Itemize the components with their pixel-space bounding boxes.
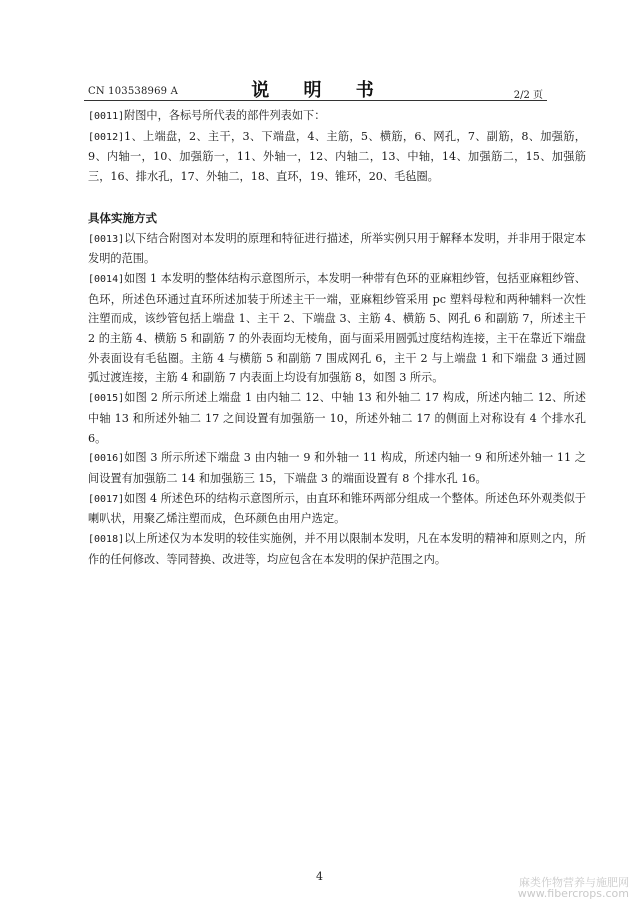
paragraph-0012	[88, 127, 586, 187]
page-number: 4	[316, 870, 323, 883]
paragraph-tag: [0013]	[88, 233, 125, 245]
paragraph-text: 1、上端盘，2、主干，3、下端盘，4、主筋，5、横筋，6、网孔，7、副筋，8、加强筋，9、内轴一，10、加强筋一，11、外轴一，12、内轴二，13、中轴，14、加强筋二，15、加强筋三，16、排水孔，17、外轴二，18、直环，19、锥环，20、毛毡圈。	[88, 129, 586, 184]
section-spacer	[88, 187, 586, 209]
patent-number: CN 103538969 A	[88, 86, 179, 97]
paragraph-text: 如图 4 所述色环的结构示意图所示，由直环和锥环两部分组成一个整体。所述色环外观类似于喇叭状，用聚乙烯注塑而成，色环颜色由用户选定。	[88, 491, 586, 526]
paragraph-tag: [0012]	[88, 131, 125, 143]
paragraph-tag: [0018]	[88, 534, 125, 546]
paragraph-tag: [0017]	[88, 493, 125, 505]
paragraph-tag: [0016]	[88, 453, 125, 465]
paragraph-0017	[88, 489, 586, 529]
paragraph-text: 以下结合附图对本发明的原理和特征进行描述，所举实例只用于解释本发明，并非用于限定本发明的范围。	[88, 231, 586, 266]
watermark-line-1: 麻类作物营养与施肥网	[519, 876, 629, 889]
document-body	[88, 106, 586, 569]
watermark-line-2: www.fibercrops.com	[517, 887, 629, 900]
paragraph-0014	[88, 269, 586, 388]
paragraph-tag: [0015]	[88, 393, 125, 405]
section-heading: 具体实施方式	[88, 210, 157, 225]
paragraph-text: 以上所述仅为本发明的较佳实施例，并不用以限制本发明，凡在本发明的精神和原则之内，所作的任何修改、等同替换、改进等，均应包含在本发明的保护范围之内。	[88, 532, 586, 566]
paragraph-text: 如图 2 所示所述上端盘 1 由内轴二 12、中轴 13 和外轴二 17 构成，所述内轴二 12、所述中轴 13 和所述外轴二 17 之间设置有加强筋一 10，所述外轴二 17 的侧面上对称设有 4 个排水孔 6。	[88, 391, 586, 445]
paragraph-text: 附图中，各标号所代表的部件列表如下：	[124, 109, 326, 122]
paragraph-0011	[88, 106, 586, 127]
paragraph-0013	[88, 229, 586, 269]
paragraph-text: 如图 3 所示所述下端盘 3 由内轴一 9 和外轴一 11 构成，所述内轴一 9 和所述外轴一 11 之间设置有加强筋二 14 和加强筋三 15，下端盘 3 的端面设置有 8 个排水孔 16。	[88, 451, 586, 485]
paragraph-0015	[88, 388, 586, 448]
page-indicator: 2/2 页	[513, 90, 543, 101]
paragraph-tag: [0011]	[88, 111, 125, 122]
paragraph-0018	[88, 529, 586, 569]
paragraph-0016	[88, 448, 586, 488]
document-title: 说 明 书	[251, 80, 388, 101]
header-divider	[84, 100, 547, 101]
paragraph-text: 如图 1 本发明的整体结构示意图所示，本发明一种带有色环的亚麻粗纱管，包括亚麻粗纱管、色环，所述色环通过直环所述加装于所述主干一端，亚麻粗纱管采用 pc 塑料母粒和两种辅料一次性注塑而成，该纱管包括上端盘 1、主干 2、下端盘 3、主筋 4、横筋 5、网孔 6 和副筋 7，所述主干 2 的主筋 4、横筋 5 和副筋 7 的外表面均无棱角，面与面采用圆弧过度结构连接，主干在靠近下端盘外表面设有毛毡圈。主筋 4 与横筋 5 和副筋 7 围成网孔 6，主干 2 与上端盘 1 和下端盘 3 通过圆弧过渡连接，主筋 4 和副筋 7 内表面上均设有加强筋 8，如图 3 所示。	[88, 271, 586, 385]
watermark	[518, 877, 629, 899]
paragraph-tag: [0014]	[88, 273, 125, 285]
